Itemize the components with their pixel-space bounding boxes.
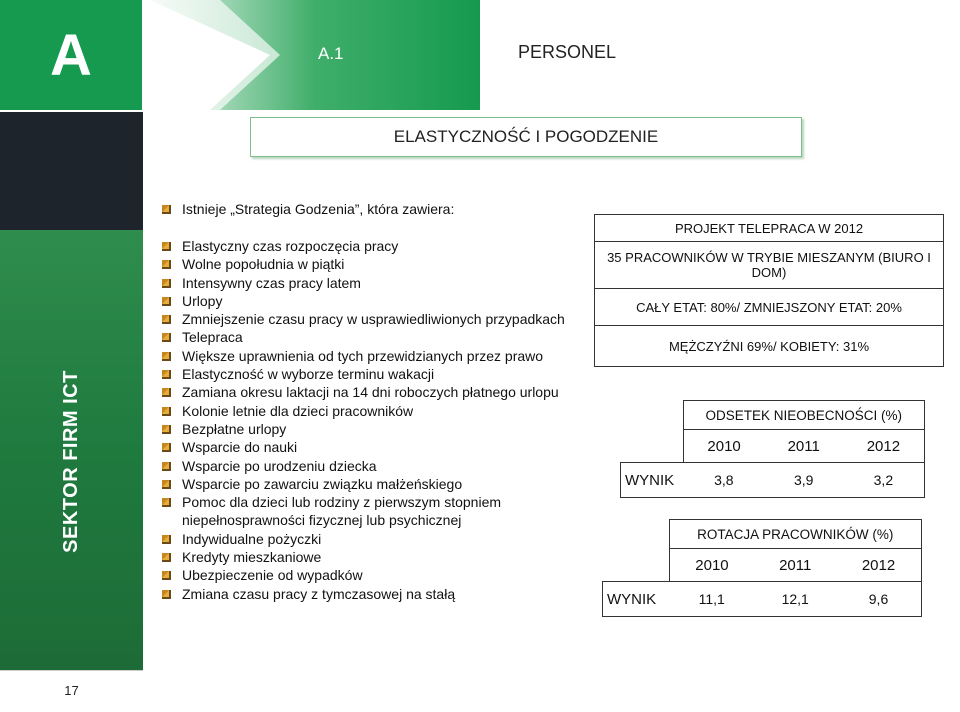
- sidebar-label: SEKTOR FIRM ICT: [60, 369, 82, 553]
- telepraca-row: MĘŻCZYŹNI 69%/ KOBIETY: 31%: [595, 326, 944, 367]
- telepraca-row: 35 PRACOWNIKÓW W TRYBIE MIESZANYM (BIURO I DOM): [595, 242, 944, 289]
- benefit-list: [162, 237, 582, 603]
- list-item: [162, 365, 582, 383]
- bullet-icon: [162, 590, 171, 599]
- list-item: [162, 530, 582, 548]
- subtitle-box: ELASTYCZNOŚĆ I POGODZENIE: [250, 117, 802, 157]
- list-item-text: Bezpłatne urlopy: [182, 420, 287, 437]
- bullet-icon: [162, 462, 171, 471]
- list-item: [162, 402, 582, 420]
- turnover-value: 9,6: [836, 582, 922, 617]
- bullet-icon: [162, 205, 171, 214]
- bullet-icon: [162, 535, 171, 544]
- turnover-value: 11,1: [669, 582, 754, 617]
- list-item: [162, 237, 582, 255]
- turnover-year: 2011: [779, 556, 812, 574]
- section-title: PERSONEL: [518, 42, 617, 62]
- list-item: [162, 255, 582, 273]
- list-item-text: Zamiana okresu laktacji na 14 dni roboczych płatnego urlopu: [182, 384, 559, 401]
- absenteeism-year: 2011: [787, 437, 820, 455]
- bullet-icon: [162, 279, 171, 288]
- list-item-text: Większe uprawnienia od tych przewidzianych przez prawo: [182, 347, 544, 364]
- list-item: [162, 328, 582, 346]
- list-item-text: Wsparcie do nauki: [182, 439, 298, 456]
- turnover-row-label: WYNIK: [603, 582, 670, 617]
- absenteeism-value: 3,8: [683, 463, 765, 498]
- list-item: [162, 310, 582, 328]
- turnover-year: 2012: [836, 549, 922, 582]
- bullet-icon: [162, 352, 171, 361]
- list-item: [162, 292, 582, 310]
- bullet-icon: [162, 242, 171, 251]
- absenteeism-value: 3,2: [843, 463, 925, 498]
- bullet-icon: [162, 297, 171, 306]
- bullet-icon: [162, 571, 171, 580]
- list-item-text: Pomoc dla dzieci lub rodziny z pierwszym stopniem niepełnosprawności fizycznej lub psychicznej: [182, 494, 502, 529]
- list-item-text: Intensywny czas pracy latem: [182, 274, 361, 291]
- list-item: [162, 457, 582, 475]
- telepraca-row: CAŁY ETAT: 80%/ ZMNIEJSZONY ETAT: 20%: [595, 289, 944, 326]
- list-item: [162, 475, 582, 493]
- bullet-icon: [162, 553, 171, 562]
- absenteeism-table: [620, 400, 925, 498]
- bullet-icon: [162, 443, 171, 452]
- list-intro-text: Istnieje „Strategia Godzenia”, która zawiera:: [182, 201, 455, 217]
- list-item: [162, 347, 582, 365]
- list-item-text: Elastyczny czas rozpoczęcia pracy: [182, 238, 399, 254]
- list-item: [162, 420, 582, 438]
- list-item-text: Elastyczność w wyborze terminu wakacji: [182, 366, 435, 383]
- list-item: [162, 383, 582, 401]
- telepraca-title: PROJEKT TELEPRACA W 2012: [595, 215, 944, 242]
- list-item: [162, 493, 582, 530]
- turnover-value: 12,1: [754, 582, 836, 617]
- absenteeism-row-label: WYNIK: [621, 463, 684, 498]
- list-item-text: Ubezpieczenie od wypadków: [182, 567, 363, 584]
- turnover-year: 2010: [669, 549, 754, 582]
- bullet-icon: [162, 260, 171, 269]
- bullet-icon: [162, 425, 171, 434]
- bullet-icon: [162, 480, 171, 489]
- absenteeism-title: ODSETEK NIEOBECNOŚCI (%): [683, 401, 925, 430]
- absenteeism-year: 2012: [843, 430, 925, 463]
- list-item: [162, 548, 582, 566]
- bullet-icon: [162, 333, 171, 342]
- section-code: A.1: [318, 44, 344, 63]
- bullet-icon: [162, 498, 171, 507]
- page-number: 17: [64, 683, 79, 698]
- list-item-text: Indywidualne pożyczki: [182, 530, 322, 547]
- list-item: [162, 566, 582, 584]
- list-item-text: Kolonie letnie dla dzieci pracowników: [182, 402, 414, 419]
- bullet-icon: [162, 407, 171, 416]
- list-intro: [162, 201, 454, 217]
- list-item: [162, 274, 582, 292]
- telepraca-table: [594, 214, 944, 367]
- list-item-text: Urlopy: [182, 292, 223, 309]
- list-item-text: Kredyty mieszkaniowe: [182, 549, 322, 566]
- list-item-text: Zmniejszenie czasu pracy w usprawiedliwionych przypadkach: [182, 311, 565, 328]
- list-item: [162, 438, 582, 456]
- bullet-icon: [162, 370, 171, 379]
- bullet-icon: [162, 315, 171, 324]
- list-item: [162, 585, 582, 603]
- absenteeism-value: 3,9: [765, 463, 843, 498]
- turnover-title: ROTACJA PRACOWNIKÓW (%): [669, 520, 922, 549]
- list-item-text: Wsparcie po urodzeniu dziecka: [182, 457, 377, 474]
- list-item-text: Zmiana czasu pracy z tymczasowej na stałą: [182, 585, 456, 602]
- bullet-icon: [162, 388, 171, 397]
- list-item-text: Wolne popołudnia w piątki: [182, 256, 345, 273]
- sidebar-label-wrap: [0, 230, 143, 692]
- turnover-table: [602, 519, 922, 617]
- list-item-text: Telepraca: [182, 329, 243, 346]
- absenteeism-year: 2010: [683, 430, 765, 463]
- list-item-text: Wsparcie po zawarciu związku małżeńskiego: [182, 475, 463, 492]
- section-letter: A: [0, 0, 142, 110]
